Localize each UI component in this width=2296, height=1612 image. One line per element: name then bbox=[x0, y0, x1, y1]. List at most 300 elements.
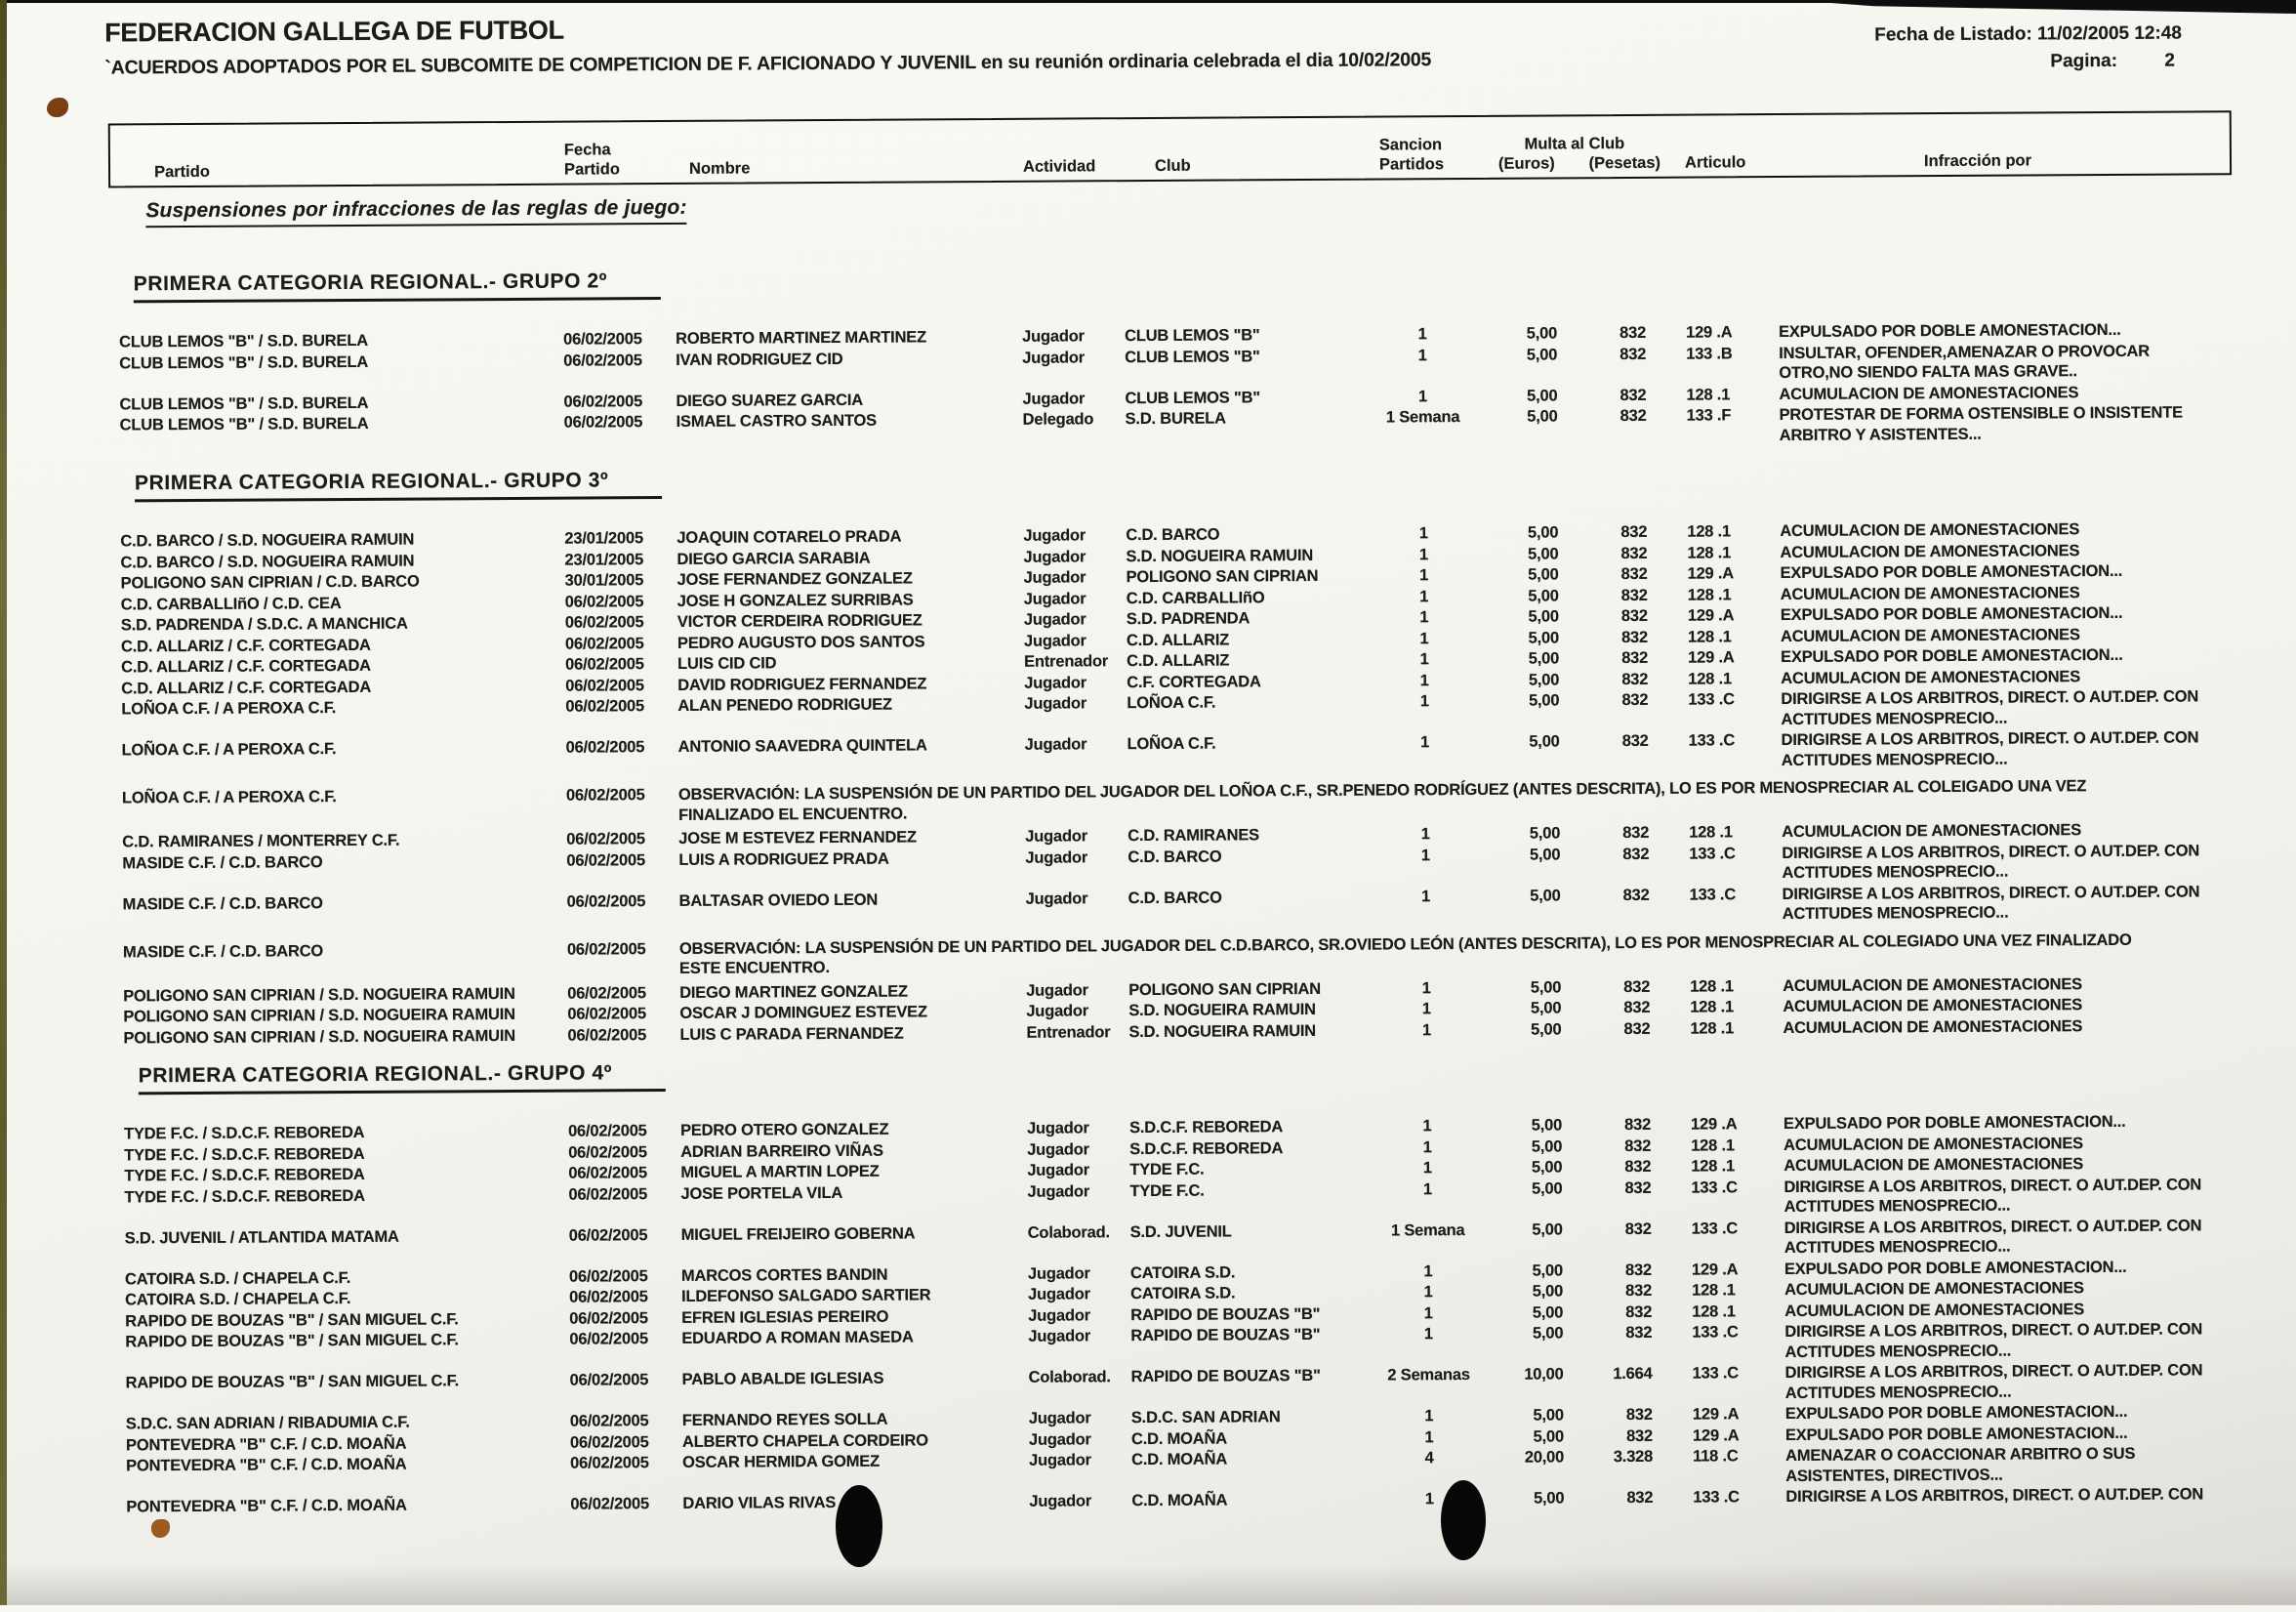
cell-fecha: 06/02/2005 bbox=[567, 983, 646, 1003]
cell-actividad: Jugador bbox=[1028, 1285, 1090, 1303]
cell-club: C.D. ALLARIZ bbox=[1127, 651, 1230, 671]
cell-sancion: 1 bbox=[1419, 608, 1429, 627]
cell-pesetas: 832 bbox=[1625, 1302, 1653, 1321]
cell-partido: CLUB LEMOS "B" / S.D. BURELA bbox=[119, 331, 368, 351]
cell-infraccion: DIRIGIRSE A LOS ARBITROS, DIRECT. O AUT.DEP. CON ACTITUDES MENOSPRECIO... bbox=[1781, 728, 2199, 769]
cell-nombre: ALAN PENEDO RODRIGUEZ bbox=[677, 695, 892, 715]
column-header-infraccion: Infracción por bbox=[1923, 151, 2032, 171]
cell-infraccion: ACUMULACION DE AMONESTACIONES bbox=[1782, 821, 2082, 842]
cell-infraccion: ACUMULACION DE AMONESTACIONES bbox=[1780, 541, 2080, 561]
cell-articulo: 128 .1 bbox=[1692, 1302, 1736, 1321]
cell-club: C.D. MOAÑA bbox=[1131, 1450, 1228, 1469]
cell-actividad: Jugador bbox=[1027, 1161, 1090, 1179]
cell-pesetas: 832 bbox=[1626, 1488, 1654, 1508]
cell-infraccion: ACUMULACION DE AMONESTACIONES bbox=[1783, 996, 2083, 1016]
groups bbox=[119, 244, 2240, 1517]
cell-nombre: LUIS CID CID bbox=[677, 654, 777, 673]
cell-sancion: 1 bbox=[1421, 978, 1431, 997]
cell-partido: C.D. BARCO / S.D. NOGUEIRA RAMUIN bbox=[120, 552, 415, 571]
cell-actividad: Jugador bbox=[1024, 735, 1087, 754]
cell-partido: CATOIRA S.D. / CHAPELA C.F. bbox=[125, 1289, 351, 1309]
cell-sancion: 1 bbox=[1417, 325, 1427, 344]
cell-partido: LOÑOA C.F. / A PEROXA C.F. bbox=[121, 788, 337, 807]
cell-infraccion: ACUMULACION DE AMONESTACIONES bbox=[1783, 974, 2083, 995]
cell-articulo: 128 .1 bbox=[1686, 385, 1731, 404]
cell-pesetas: 832 bbox=[1623, 1019, 1651, 1038]
cell-sancion: 1 bbox=[1423, 1325, 1433, 1343]
cell-sancion: 1 bbox=[1422, 1159, 1432, 1178]
cell-nombre: JOSE M ESTEVEZ FERNANDEZ bbox=[678, 828, 917, 847]
column-header-multa-title: Multa al Club bbox=[1524, 135, 1625, 153]
cell-nombre: DIEGO MARTINEZ GONZALEZ bbox=[679, 982, 908, 1002]
cell-nombre: DARIO VILAS RIVAS bbox=[682, 1493, 837, 1512]
cell-club: RAPIDO DE BOUZAS "B" bbox=[1130, 1366, 1321, 1386]
cell-fecha: 06/02/2005 bbox=[569, 1330, 648, 1348]
cell-actividad: Jugador bbox=[1027, 1181, 1090, 1201]
cell-partido: POLIGONO SAN CIPRIAN / S.D. NOGUEIRA RAMUIN bbox=[123, 984, 515, 1005]
cell-club: RAPIDO DE BOUZAS "B" bbox=[1130, 1304, 1321, 1324]
cell-nombre: JOAQUIN COTARELO PRADA bbox=[676, 527, 902, 547]
cell-club: CLUB LEMOS "B" bbox=[1125, 388, 1260, 407]
cell-club: LOÑOA C.F. bbox=[1127, 693, 1216, 713]
cell-pesetas: 1.664 bbox=[1613, 1364, 1653, 1384]
column-header-sancion bbox=[1360, 135, 1487, 175]
cell-euros: 5,00 bbox=[1533, 1406, 1564, 1425]
cell-club: POLIGONO SAN CIPRIAN bbox=[1126, 566, 1319, 587]
cell-fecha: 06/02/2005 bbox=[569, 1432, 649, 1452]
cell-actividad: Jugador bbox=[1028, 1327, 1091, 1345]
cell-pesetas: 832 bbox=[1624, 1157, 1652, 1177]
cell-sancion: 1 bbox=[1423, 1303, 1433, 1322]
cell-nombre: PEDRO AUGUSTO DOS SANTOS bbox=[676, 632, 925, 652]
cell-euros: 5,00 bbox=[1527, 386, 1558, 405]
cell-actividad: Jugador bbox=[1023, 610, 1086, 629]
cell-articulo: 129 .A bbox=[1686, 323, 1733, 342]
cell-partido: RAPIDO DE BOUZAS "B" / SAN MIGUEL C.F. bbox=[125, 1331, 459, 1351]
cell-pesetas: 832 bbox=[1622, 886, 1650, 904]
cell-infraccion: ACUMULACION DE AMONESTACIONES bbox=[1780, 625, 2080, 645]
cell-fecha: 06/02/2005 bbox=[566, 850, 645, 870]
cell-club: S.D.C. SAN ADRIAN bbox=[1130, 1408, 1281, 1427]
cell-articulo: 128 .1 bbox=[1689, 823, 1733, 842]
cell-pesetas: 832 bbox=[1620, 406, 1647, 426]
cell-sancion: 1 bbox=[1419, 671, 1429, 689]
cell-infraccion: ACUMULACION DE AMONESTACIONES bbox=[1780, 583, 2080, 603]
cell-euros: 5,00 bbox=[1528, 649, 1560, 668]
cell-infraccion: DIRIGIRSE A LOS ARBITROS, DIRECT. O AUT.DEP. CON ACTITUDES MENOSPRECIO... bbox=[1784, 1216, 2202, 1258]
cell-partido: CATOIRA S.D. / CHAPELA C.F. bbox=[124, 1268, 351, 1288]
cell-sancion: 1 bbox=[1420, 733, 1430, 752]
cell-euros: 5,00 bbox=[1530, 999, 1562, 1017]
cell-infraccion: EXPULSADO POR DOBLE AMONESTACION... bbox=[1780, 603, 2123, 625]
cell-fecha: 06/02/2005 bbox=[569, 1371, 649, 1389]
cell-actividad: Jugador bbox=[1028, 1409, 1091, 1427]
cell-actividad: Jugador bbox=[1023, 526, 1086, 545]
cell-partido: POLIGONO SAN CIPRIAN / S.D. NOGUEIRA RAMUIN bbox=[123, 1026, 515, 1047]
cell-euros: 5,00 bbox=[1527, 523, 1559, 542]
cell-euros: 5,00 bbox=[1528, 607, 1559, 626]
cell-euros: 5,00 bbox=[1533, 1426, 1565, 1446]
column-header-nombre: Nombre bbox=[688, 159, 751, 178]
cell-actividad: Jugador bbox=[1024, 694, 1087, 713]
cell-sancion: 1 Semana bbox=[1390, 1220, 1465, 1239]
cell-fecha: 06/02/2005 bbox=[569, 1308, 648, 1328]
cell-infraccion: DIRIGIRSE A LOS ARBITROS, DIRECT. O AUT.DEP. CON ACTITUDES MENOSPRECIO... bbox=[1782, 882, 2200, 924]
cell-euros: 5,00 bbox=[1528, 544, 1559, 563]
cell-pesetas: 832 bbox=[1620, 606, 1648, 626]
cell-actividad: Entrenador bbox=[1026, 1022, 1111, 1042]
table-body bbox=[118, 179, 2239, 1518]
cell-nombre: MARCOS CORTES BANDIN bbox=[680, 1265, 888, 1285]
cell-fecha: 06/02/2005 bbox=[563, 413, 643, 432]
cell-club: S.D. JUVENIL bbox=[1129, 1221, 1232, 1241]
cell-articulo: 133 .C bbox=[1691, 1219, 1739, 1238]
page-subtitle: `ACUERDOS ADOPTADOS POR EL SUBCOMITE DE COMPETICION DE F. AFICIONADO Y JUVENIL en su reunión ordinaria celebrada el dia 10/02/2005 bbox=[104, 49, 1432, 79]
cell-euros: 5,00 bbox=[1528, 628, 1560, 647]
cell-club: S.D. NOGUEIRA RAMUIN bbox=[1128, 1021, 1317, 1041]
cell-actividad: Jugador bbox=[1025, 827, 1087, 846]
cell-actividad: Entrenador bbox=[1024, 652, 1109, 671]
cell-euros: 5,00 bbox=[1527, 407, 1558, 426]
section-title: Suspensiones por infracciones de las reglas de juego: bbox=[145, 196, 687, 227]
cell-infraccion: DIRIGIRSE A LOS ARBITROS, DIRECT. O AUT.DEP. CON bbox=[1785, 1485, 2204, 1507]
cell-articulo: 133 .C bbox=[1688, 731, 1736, 750]
cell-sancion: 1 bbox=[1423, 1261, 1433, 1280]
cell-actividad: Jugador bbox=[1028, 1305, 1090, 1325]
cell-club: CLUB LEMOS "B" bbox=[1125, 326, 1260, 346]
column-header-actividad: Actividad bbox=[1022, 157, 1096, 176]
cell-nombre: DIEGO GARCIA SARABIA bbox=[676, 549, 871, 568]
cell-pesetas: 832 bbox=[1624, 1137, 1652, 1155]
cell-euros: 5,00 bbox=[1529, 845, 1561, 864]
cell-fecha: 06/02/2005 bbox=[568, 1184, 648, 1204]
cell-sancion: 1 bbox=[1421, 1020, 1431, 1039]
cell-infraccion: INSULTAR, OFENDER,AMENAZAR O PROVOCAR OTRO,NO SIENDO FALTA MAS GRAVE.. bbox=[1779, 342, 2150, 383]
cell-nombre: PEDRO OTERO GONZALEZ bbox=[679, 1120, 889, 1139]
cell-articulo: 128 .1 bbox=[1687, 627, 1732, 646]
cell-euros: 5,00 bbox=[1532, 1302, 1564, 1322]
cell-partido: MASIDE C.F. / C.D. BARCO bbox=[122, 893, 323, 913]
cell-articulo: 128 .1 bbox=[1690, 1018, 1735, 1038]
cell-articulo: 129 .A bbox=[1692, 1426, 1740, 1445]
cell-euros: 5,00 bbox=[1530, 886, 1561, 905]
column-header-fecha-line1: Fecha bbox=[563, 141, 611, 159]
cell-sancion: 1 bbox=[1418, 545, 1428, 563]
cell-euros: 5,00 bbox=[1533, 1489, 1565, 1508]
cell-fecha: 06/02/2005 bbox=[564, 634, 644, 653]
cell-club: CATOIRA S.D. bbox=[1129, 1262, 1236, 1282]
cell-nombre: ISMAEL CASTRO SANTOS bbox=[676, 411, 877, 431]
cell-club: C.F. CORTEGADA bbox=[1127, 672, 1261, 691]
cell-partido: MASIDE C.F. / C.D. BARCO bbox=[122, 852, 323, 872]
cell-articulo: 128 .1 bbox=[1687, 585, 1732, 604]
cell-club: TYDE F.C. bbox=[1129, 1160, 1205, 1179]
cell-partido: C.D. ALLARIZ / C.F. CORTEGADA bbox=[121, 656, 371, 677]
cell-partido: S.D.C. SAN ADRIAN / RIBADUMIA C.F. bbox=[125, 1413, 410, 1433]
cell-sancion: 1 Semana bbox=[1385, 408, 1460, 427]
cell-euros: 5,00 bbox=[1528, 691, 1560, 710]
cell-articulo: 129 .A bbox=[1692, 1405, 1740, 1424]
cell-nombre: ROBERTO MARTINEZ MARTINEZ bbox=[676, 328, 926, 348]
cell-club: C.D. ALLARIZ bbox=[1126, 630, 1230, 649]
cell-nombre: ANTONIO SAAVEDRA QUINTELA bbox=[677, 736, 927, 756]
cell-partido: CLUB LEMOS "B" / S.D. BURELA bbox=[119, 393, 369, 413]
cell-euros: 20,00 bbox=[1524, 1448, 1565, 1467]
cell-articulo: 128 .1 bbox=[1687, 522, 1732, 541]
cell-euros: 5,00 bbox=[1532, 1178, 1563, 1198]
column-header-fecha-partido bbox=[564, 140, 676, 180]
cell-articulo: 118 .C bbox=[1693, 1447, 1739, 1466]
cell-euros: 5,00 bbox=[1532, 1219, 1563, 1239]
cell-actividad: Jugador bbox=[1027, 1139, 1089, 1159]
cell-partido: LOÑOA C.F. / A PEROXA C.F. bbox=[121, 740, 337, 760]
cell-partido: S.D. PADRENDA / S.D.C. A MANCHICA bbox=[120, 614, 408, 635]
cell-infraccion: EXPULSADO POR DOBLE AMONESTACION... bbox=[1784, 1424, 2128, 1444]
cell-euros: 5,00 bbox=[1531, 1137, 1563, 1156]
hole-punch-left bbox=[836, 1485, 882, 1567]
cell-actividad: Jugador bbox=[1024, 673, 1087, 692]
cell-nombre: JOSE FERNANDEZ GONZALEZ bbox=[676, 569, 913, 589]
cell-fecha: 06/02/2005 bbox=[565, 676, 644, 695]
cell-nombre: BALTASAR OVIEDO LEON bbox=[678, 890, 879, 910]
cell-pesetas: 832 bbox=[1620, 564, 1648, 584]
cell-club: S.D. BURELA bbox=[1125, 409, 1226, 429]
cell-articulo: 128 .1 bbox=[1690, 998, 1735, 1016]
cell-sancion: 1 bbox=[1419, 692, 1429, 711]
cell-club: C.D. RAMIRANES bbox=[1128, 826, 1259, 846]
cell-actividad: Jugador bbox=[1028, 1429, 1091, 1449]
column-header-pesetas: (Pesetas) bbox=[1588, 153, 1661, 173]
cell-actividad: Jugador bbox=[1022, 327, 1085, 346]
cell-actividad: Jugador bbox=[1029, 1492, 1092, 1510]
table-header bbox=[108, 110, 2232, 187]
group-title: PRIMERA CATEGORIA REGIONAL.- GRUPO 2º bbox=[134, 269, 661, 303]
cell-euros: 10,00 bbox=[1524, 1365, 1564, 1384]
cell-partido: TYDE F.C. / S.D.C.F. REBOREDA bbox=[123, 1123, 365, 1143]
cell-infraccion: EXPULSADO POR DOBLE AMONESTACION... bbox=[1783, 1112, 2126, 1134]
cell-partido: C.D. RAMIRANES / MONTERREY C.F. bbox=[122, 831, 400, 851]
cell-pesetas: 832 bbox=[1624, 1178, 1652, 1197]
cell-euros: 5,00 bbox=[1529, 824, 1561, 843]
cell-euros: 5,00 bbox=[1526, 345, 1558, 364]
cell-sancion: 1 bbox=[1424, 1427, 1434, 1446]
cell-euros: 5,00 bbox=[1531, 1158, 1563, 1177]
cell-nombre: MIGUEL FREIJEIRO GOBERNA bbox=[680, 1223, 916, 1244]
cell-club: S.D. NOGUEIRA RAMUIN bbox=[1128, 1000, 1316, 1020]
cell-fecha: 06/02/2005 bbox=[568, 1266, 648, 1286]
cell-sancion: 1 bbox=[1422, 1117, 1432, 1136]
cell-sancion: 1 bbox=[1424, 1490, 1434, 1509]
cell-articulo: 133 .C bbox=[1689, 844, 1736, 863]
group-title: PRIMERA CATEGORIA REGIONAL.- GRUPO 4º bbox=[139, 1061, 666, 1095]
cell-euros: 5,00 bbox=[1530, 977, 1562, 997]
cell-articulo: 128 .1 bbox=[1688, 669, 1732, 688]
cell-articulo: 133 .C bbox=[1692, 1364, 1740, 1383]
cell-nombre: JOSE H GONZALEZ SURRIBAS bbox=[676, 590, 914, 610]
cell-pesetas: 832 bbox=[1620, 544, 1648, 562]
cell-nombre: OSCAR HERMIDA GOMEZ bbox=[682, 1452, 881, 1471]
cell-infraccion: DIRIGIRSE A LOS ARBITROS, DIRECT. O AUT.DEP. CON ACTITUDES MENOSPRECIO... bbox=[1784, 1175, 2202, 1217]
cell-fecha: 30/01/2005 bbox=[564, 571, 644, 590]
cell-actividad: Jugador bbox=[1025, 889, 1088, 908]
cell-pesetas: 832 bbox=[1624, 1219, 1652, 1238]
cell-articulo: 133 .C bbox=[1692, 1323, 1739, 1342]
cell-articulo: 129 .A bbox=[1687, 606, 1735, 625]
cell-euros: 5,00 bbox=[1531, 1116, 1563, 1135]
cell-partido: CLUB LEMOS "B" / S.D. BURELA bbox=[119, 352, 369, 372]
cell-articulo: 133 .C bbox=[1693, 1488, 1740, 1507]
cell-fecha: 06/02/2005 bbox=[570, 1495, 650, 1513]
cell-nombre: EFREN IGLESIAS PEREIRO bbox=[681, 1307, 889, 1327]
cell-club: C.D. BARCO bbox=[1126, 525, 1220, 545]
cell-fecha: 06/02/2005 bbox=[568, 1142, 647, 1162]
cell-club: LOÑOA C.F. bbox=[1127, 734, 1216, 754]
cell-infraccion: ACUMULACION DE AMONESTACIONES bbox=[1784, 1279, 2084, 1300]
cell-euros: 5,00 bbox=[1532, 1324, 1564, 1343]
cell-club: S.D. NOGUEIRA RAMUIN bbox=[1126, 546, 1314, 565]
cell-fecha: 06/02/2005 bbox=[569, 1288, 648, 1306]
cell-sancion: 1 bbox=[1421, 1000, 1431, 1018]
cell-nombre: LUIS C PARADA FERNANDEZ bbox=[679, 1024, 904, 1044]
cell-partido: POLIGONO SAN CIPRIAN / S.D. NOGUEIRA RAMUIN bbox=[123, 1005, 515, 1026]
cell-articulo: 133 .B bbox=[1686, 344, 1733, 363]
cell-articulo: 128 .1 bbox=[1691, 1157, 1736, 1176]
cell-club: S.D.C.F. REBOREDA bbox=[1128, 1118, 1284, 1137]
cell-fecha: 23/01/2005 bbox=[564, 550, 644, 569]
cell-actividad: Jugador bbox=[1023, 568, 1086, 587]
cell-euros: 5,00 bbox=[1528, 565, 1559, 584]
cell-pesetas: 832 bbox=[1625, 1426, 1654, 1445]
cell-infraccion: DIRIGIRSE A LOS ARBITROS, DIRECT. O AUT.DEP. CON ACTITUDES MENOSPRECIO... bbox=[1784, 1361, 2203, 1402]
cell-sancion: 1 bbox=[1424, 1407, 1434, 1426]
cell-articulo: 128 .1 bbox=[1692, 1281, 1736, 1300]
cell-sancion: 1 bbox=[1420, 846, 1430, 864]
cell-club: C.D. CARBALLIñO bbox=[1126, 588, 1265, 607]
cell-fecha: 06/02/2005 bbox=[567, 1122, 647, 1140]
cell-infraccion: ACUMULACION DE AMONESTACIONES bbox=[1784, 1300, 2085, 1320]
cell-actividad: Jugador bbox=[1026, 1002, 1089, 1020]
cell-pesetas: 832 bbox=[1620, 323, 1647, 343]
cell-partido: C.D. BARCO / S.D. NOGUEIRA RAMUIN bbox=[120, 530, 415, 551]
cell-sancion: 1 bbox=[1417, 346, 1427, 364]
cell-infraccion: EXPULSADO POR DOBLE AMONESTACION... bbox=[1784, 1258, 2127, 1278]
cell-fecha: 06/02/2005 bbox=[569, 1412, 649, 1430]
cell-articulo: 129 .A bbox=[1688, 648, 1735, 667]
cell-actividad: Colaborad. bbox=[1028, 1368, 1111, 1386]
cell-fecha: 06/02/2005 bbox=[570, 1454, 649, 1472]
cell-partido: TYDE F.C. / S.D.C.F. REBOREDA bbox=[124, 1144, 365, 1164]
cell-sancion: 1 bbox=[1421, 887, 1431, 905]
cell-nombre: MIGUEL A MARTIN LOPEZ bbox=[680, 1162, 880, 1181]
cell-sancion: 1 bbox=[1419, 566, 1429, 585]
cell-fecha: 06/02/2005 bbox=[567, 1005, 646, 1023]
cell-nombre: JOSE PORTELA VILA bbox=[680, 1183, 843, 1203]
cell-fecha: 23/01/2005 bbox=[564, 529, 643, 548]
cell-articulo: 129 .A bbox=[1690, 1115, 1738, 1134]
cell-sancion: 2 Semanas bbox=[1387, 1365, 1470, 1385]
cell-infraccion: ACUMULACION DE AMONESTACIONES bbox=[1781, 667, 2081, 687]
cell-partido: C.D. ALLARIZ / C.F. CORTEGADA bbox=[120, 636, 371, 655]
cell-euros: 5,00 bbox=[1529, 732, 1560, 751]
cell-partido: PONTEVEDRA "B" C.F. / C.D. MOAÑA bbox=[126, 1455, 407, 1475]
cell-club: C.D. BARCO bbox=[1128, 889, 1222, 907]
cell-nombre: EDUARDO A ROMAN MASEDA bbox=[681, 1328, 914, 1347]
cell-nombre: VICTOR CERDEIRA RODRIGUEZ bbox=[676, 611, 922, 631]
cell-actividad: Jugador bbox=[1025, 847, 1088, 867]
cell-partido: MASIDE C.F. / C.D. BARCO bbox=[122, 941, 324, 961]
cell-fecha: 06/02/2005 bbox=[563, 392, 643, 411]
cell-sancion: 1 bbox=[1419, 587, 1429, 605]
cell-fecha: 06/02/2005 bbox=[563, 351, 642, 370]
page-number-value: 2 bbox=[2164, 50, 2176, 71]
cell-pesetas: 832 bbox=[1622, 845, 1650, 863]
cell-actividad: Jugador bbox=[1023, 589, 1086, 608]
cell-euros: 5,00 bbox=[1531, 1019, 1562, 1039]
column-header-articulo: Articulo bbox=[1684, 153, 1746, 172]
column-header-sancion-line1: Sancion bbox=[1378, 136, 1443, 154]
cell-actividad: Jugador bbox=[1023, 631, 1086, 650]
cell-infraccion: PROTESTAR DE FORMA OSTENSIBLE O INSISTENTE ARBITRO Y ASISTENTES... bbox=[1779, 403, 2183, 444]
cell-pesetas: 832 bbox=[1620, 522, 1648, 542]
cell-nombre: IVAN RODRIGUEZ CID bbox=[676, 350, 843, 369]
group-title: PRIMERA CATEGORIA REGIONAL.- GRUPO 3º bbox=[135, 469, 662, 502]
table-header-grid bbox=[120, 112, 2230, 186]
cell-partido: PONTEVEDRA "B" C.F. / C.D. MOAÑA bbox=[126, 1496, 407, 1516]
cell-actividad: Jugador bbox=[1026, 1119, 1089, 1137]
cell-actividad: Delegado bbox=[1022, 410, 1094, 429]
cell-pesetas: 832 bbox=[1624, 1115, 1652, 1135]
column-header-multa-units bbox=[1487, 153, 1662, 174]
cell-club: CLUB LEMOS "B" bbox=[1125, 347, 1260, 366]
cell-fecha: 06/02/2005 bbox=[564, 592, 644, 611]
cell-infraccion: ACUMULACION DE AMONESTACIONES bbox=[1780, 520, 2080, 541]
cell-pesetas: 832 bbox=[1623, 998, 1651, 1017]
column-header-multa bbox=[1487, 134, 1662, 174]
page-title: FEDERACION GALLEGA DE FUTBOL bbox=[104, 15, 564, 48]
cell-pesetas: 832 bbox=[1622, 823, 1650, 843]
cell-fecha: 06/02/2005 bbox=[563, 330, 642, 349]
cell-sancion: 1 bbox=[1418, 524, 1428, 543]
scan-edge-left bbox=[0, 0, 7, 1605]
observation-text: OBSERVACIÓN: LA SUSPENSIÓN DE UN PARTIDO DEL JUGADOR DEL C.D.BARCO, SR.OVIEDO LEÓN (ANTES DESCRITA), LO ES POR MENOSPRECIAR AL COLEGIADO UNA VEZ FINALIZADO ESTE ENCUENTRO. bbox=[678, 930, 2132, 977]
cell-actividad: Jugador bbox=[1023, 547, 1086, 566]
cell-fecha: 06/02/2005 bbox=[566, 891, 646, 911]
cell-club: C.D. MOAÑA bbox=[1130, 1429, 1227, 1448]
cell-sancion: 1 bbox=[1419, 629, 1429, 647]
cell-actividad: Jugador bbox=[1022, 389, 1086, 408]
cell-partido: C.D. ALLARIZ / C.F. CORTEGADA bbox=[121, 678, 372, 697]
cell-fecha: 06/02/2005 bbox=[564, 613, 644, 632]
cell-partido: C.D. CARBALLIñO / C.D. CEA bbox=[120, 594, 342, 613]
cell-pesetas: 832 bbox=[1625, 1323, 1653, 1343]
cell-sancion: 1 bbox=[1422, 1179, 1432, 1198]
cell-infraccion: EXPULSADO POR DOBLE AMONESTACION... bbox=[1779, 320, 2121, 342]
cell-euros: 5,00 bbox=[1532, 1261, 1563, 1280]
cell-fecha: 06/02/2005 bbox=[568, 1225, 648, 1245]
column-header-club: Club bbox=[1154, 156, 1191, 175]
cell-euros: 5,00 bbox=[1528, 586, 1559, 605]
column-header-partido: Partido bbox=[153, 162, 210, 182]
cell-infraccion: ACUMULACION DE AMONESTACIONES bbox=[1783, 1016, 2083, 1037]
cell-infraccion: ACUMULACION DE AMONESTACIONES bbox=[1779, 383, 2079, 403]
cell-nombre: ILDEFONSO SALGADO SARTIER bbox=[681, 1286, 931, 1305]
cell-actividad: Jugador bbox=[1026, 980, 1088, 1000]
cell-articulo: 133 .C bbox=[1689, 885, 1737, 904]
cell-pesetas: 832 bbox=[1620, 586, 1648, 604]
cell-nombre: DAVID RODRIGUEZ FERNANDEZ bbox=[677, 674, 927, 694]
cell-club: TYDE F.C. bbox=[1129, 1181, 1205, 1200]
cell-pesetas: 832 bbox=[1624, 1261, 1652, 1279]
